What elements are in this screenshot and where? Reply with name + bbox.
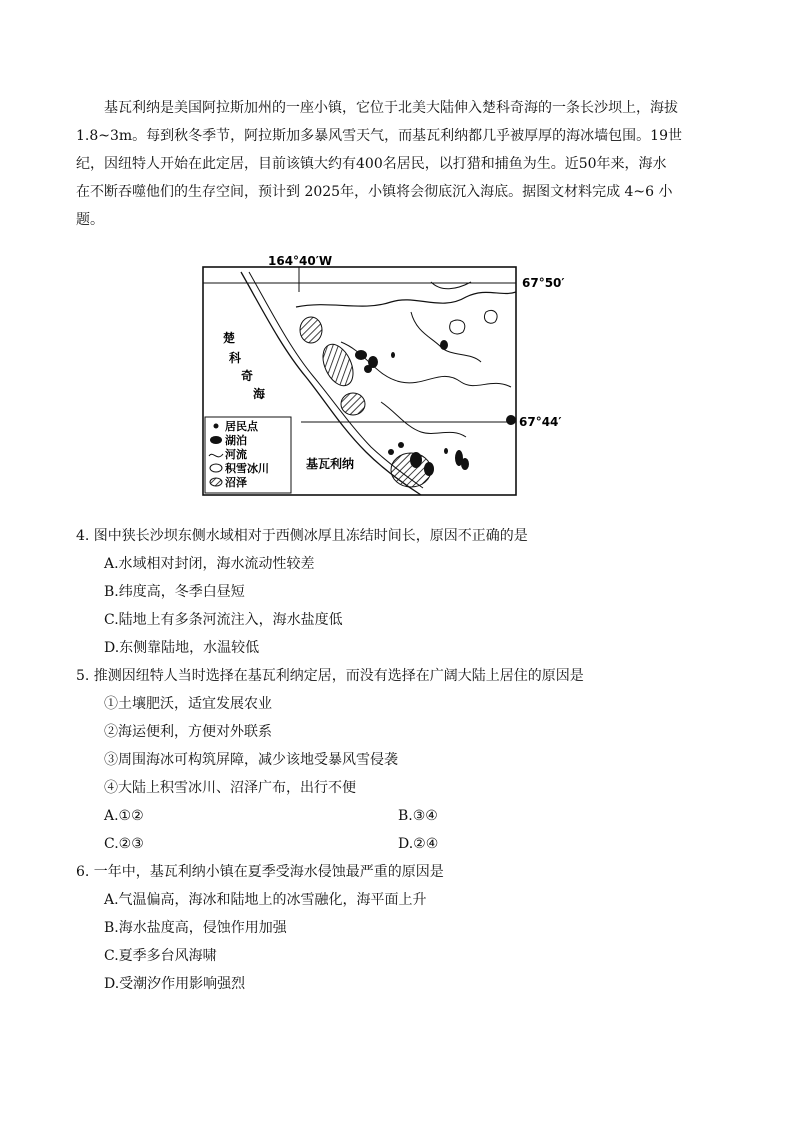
- question-6-option-a: A.气温偏高，海冰和陆地上的冰雪融化，海平面上升: [104, 892, 427, 908]
- lake-4: [391, 352, 395, 358]
- question-4-option-c: C.陆地上有多条河流注入，海水盐度低: [104, 612, 343, 628]
- lake-1: [355, 350, 367, 360]
- lake-11: [398, 442, 404, 448]
- question-5-item-2: ②海运便利，方便对外联系: [104, 724, 272, 740]
- question-4-option-d: D.东侧靠陆地，水温较低: [104, 640, 260, 656]
- question-5-item-3: ③周围海冰可构筑屏障，减少该地受暴风雪侵袭: [104, 752, 398, 768]
- legend-marsh-icon: [210, 478, 222, 486]
- question-5-item-1: ①土壤肥沃，适宜发展农业: [104, 696, 272, 712]
- sea-label-3: 奇: [241, 369, 254, 383]
- longitude-label: 164°40′W: [268, 254, 333, 268]
- settlement-east: [506, 415, 516, 425]
- question-6-option-b: B.海水盐度高，侵蚀作用加强: [104, 920, 287, 936]
- question-6-option-c: C.夏季多台风海啸: [104, 948, 217, 964]
- latitude-label-top: 67°50′: [522, 276, 565, 290]
- question-5-stem: 5. 推测因纽特人当时选择在基瓦利纳定居，而没有选择在广阔大陆上居住的原因是: [76, 668, 584, 684]
- marsh-3: [341, 393, 365, 415]
- lake-7: [424, 462, 434, 476]
- intro-line-5: 题。: [76, 212, 104, 228]
- marsh-1: [300, 317, 322, 343]
- question-5-option-c: C.②③: [104, 836, 144, 852]
- lake-9: [461, 458, 469, 470]
- legend-settlement: 居民点: [225, 420, 258, 433]
- question-4-option-a: A.水域相对封闭，海水流动性较差: [104, 556, 315, 572]
- legend-settlement-icon: [214, 424, 219, 429]
- lake-10: [444, 448, 448, 454]
- legend-river: 河流: [225, 448, 247, 461]
- lake-6: [410, 452, 422, 468]
- lake-5: [440, 340, 448, 350]
- kivalina-map: [201, 252, 581, 500]
- intro-line-4: 在不断吞噬他们的生存空间，预计到 2025年，小镇将会彻底沉入海底。据图文材料完成 4~6 小: [76, 184, 673, 200]
- sea-label-4: 海: [253, 387, 266, 401]
- question-5-option-d: D.②④: [398, 836, 439, 852]
- question-5-option-b: B.③④: [398, 808, 438, 824]
- town-label: 基瓦利纳: [306, 457, 355, 471]
- question-5-item-4: ④大陆上积雪冰川、沼泽广布，出行不便: [104, 780, 356, 796]
- intro-line-2: 1.8~3m。每到秋冬季节，阿拉斯加多暴风雪天气，而基瓦利纳都几乎被厚厚的海冰墙包围。19世: [76, 128, 682, 144]
- sea-label-2: 科: [229, 351, 242, 365]
- question-4-option-b: B.纬度高，冬季白昼短: [104, 584, 245, 600]
- legend-marsh: 沼泽: [225, 476, 247, 489]
- latitude-label-mid: 67°44′: [519, 415, 562, 429]
- legend-lake: 湖泊: [225, 434, 247, 447]
- intro-line-3: 纪，因纽特人开始在此定居，目前该镇大约有400名居民，以打猎和捕鱼为生。近50年来，海水: [76, 156, 667, 172]
- question-4-stem: 4. 图中狭长沙坝东侧水域相对于西侧冰厚且冻结时间长，原因不正确的是: [76, 528, 528, 544]
- sea-label-1: 楚: [223, 331, 236, 345]
- intro-line-1: 基瓦利纳是美国阿拉斯加州的一座小镇，它位于北美大陆伸入楚科奇海的一条长沙坝上，海拔: [104, 100, 678, 116]
- question-6-option-d: D.受潮汐作用影响强烈: [104, 976, 246, 992]
- legend-glacier: 积雪冰川: [225, 462, 269, 475]
- legend-lake-icon: [210, 436, 222, 444]
- question-6-stem: 6. 一年中，基瓦利纳小镇在夏季受海水侵蚀最严重的原因是: [76, 864, 444, 880]
- settlement-kivalina: [388, 449, 394, 455]
- question-5-option-a: A.①②: [104, 808, 144, 824]
- lake-3: [364, 365, 372, 373]
